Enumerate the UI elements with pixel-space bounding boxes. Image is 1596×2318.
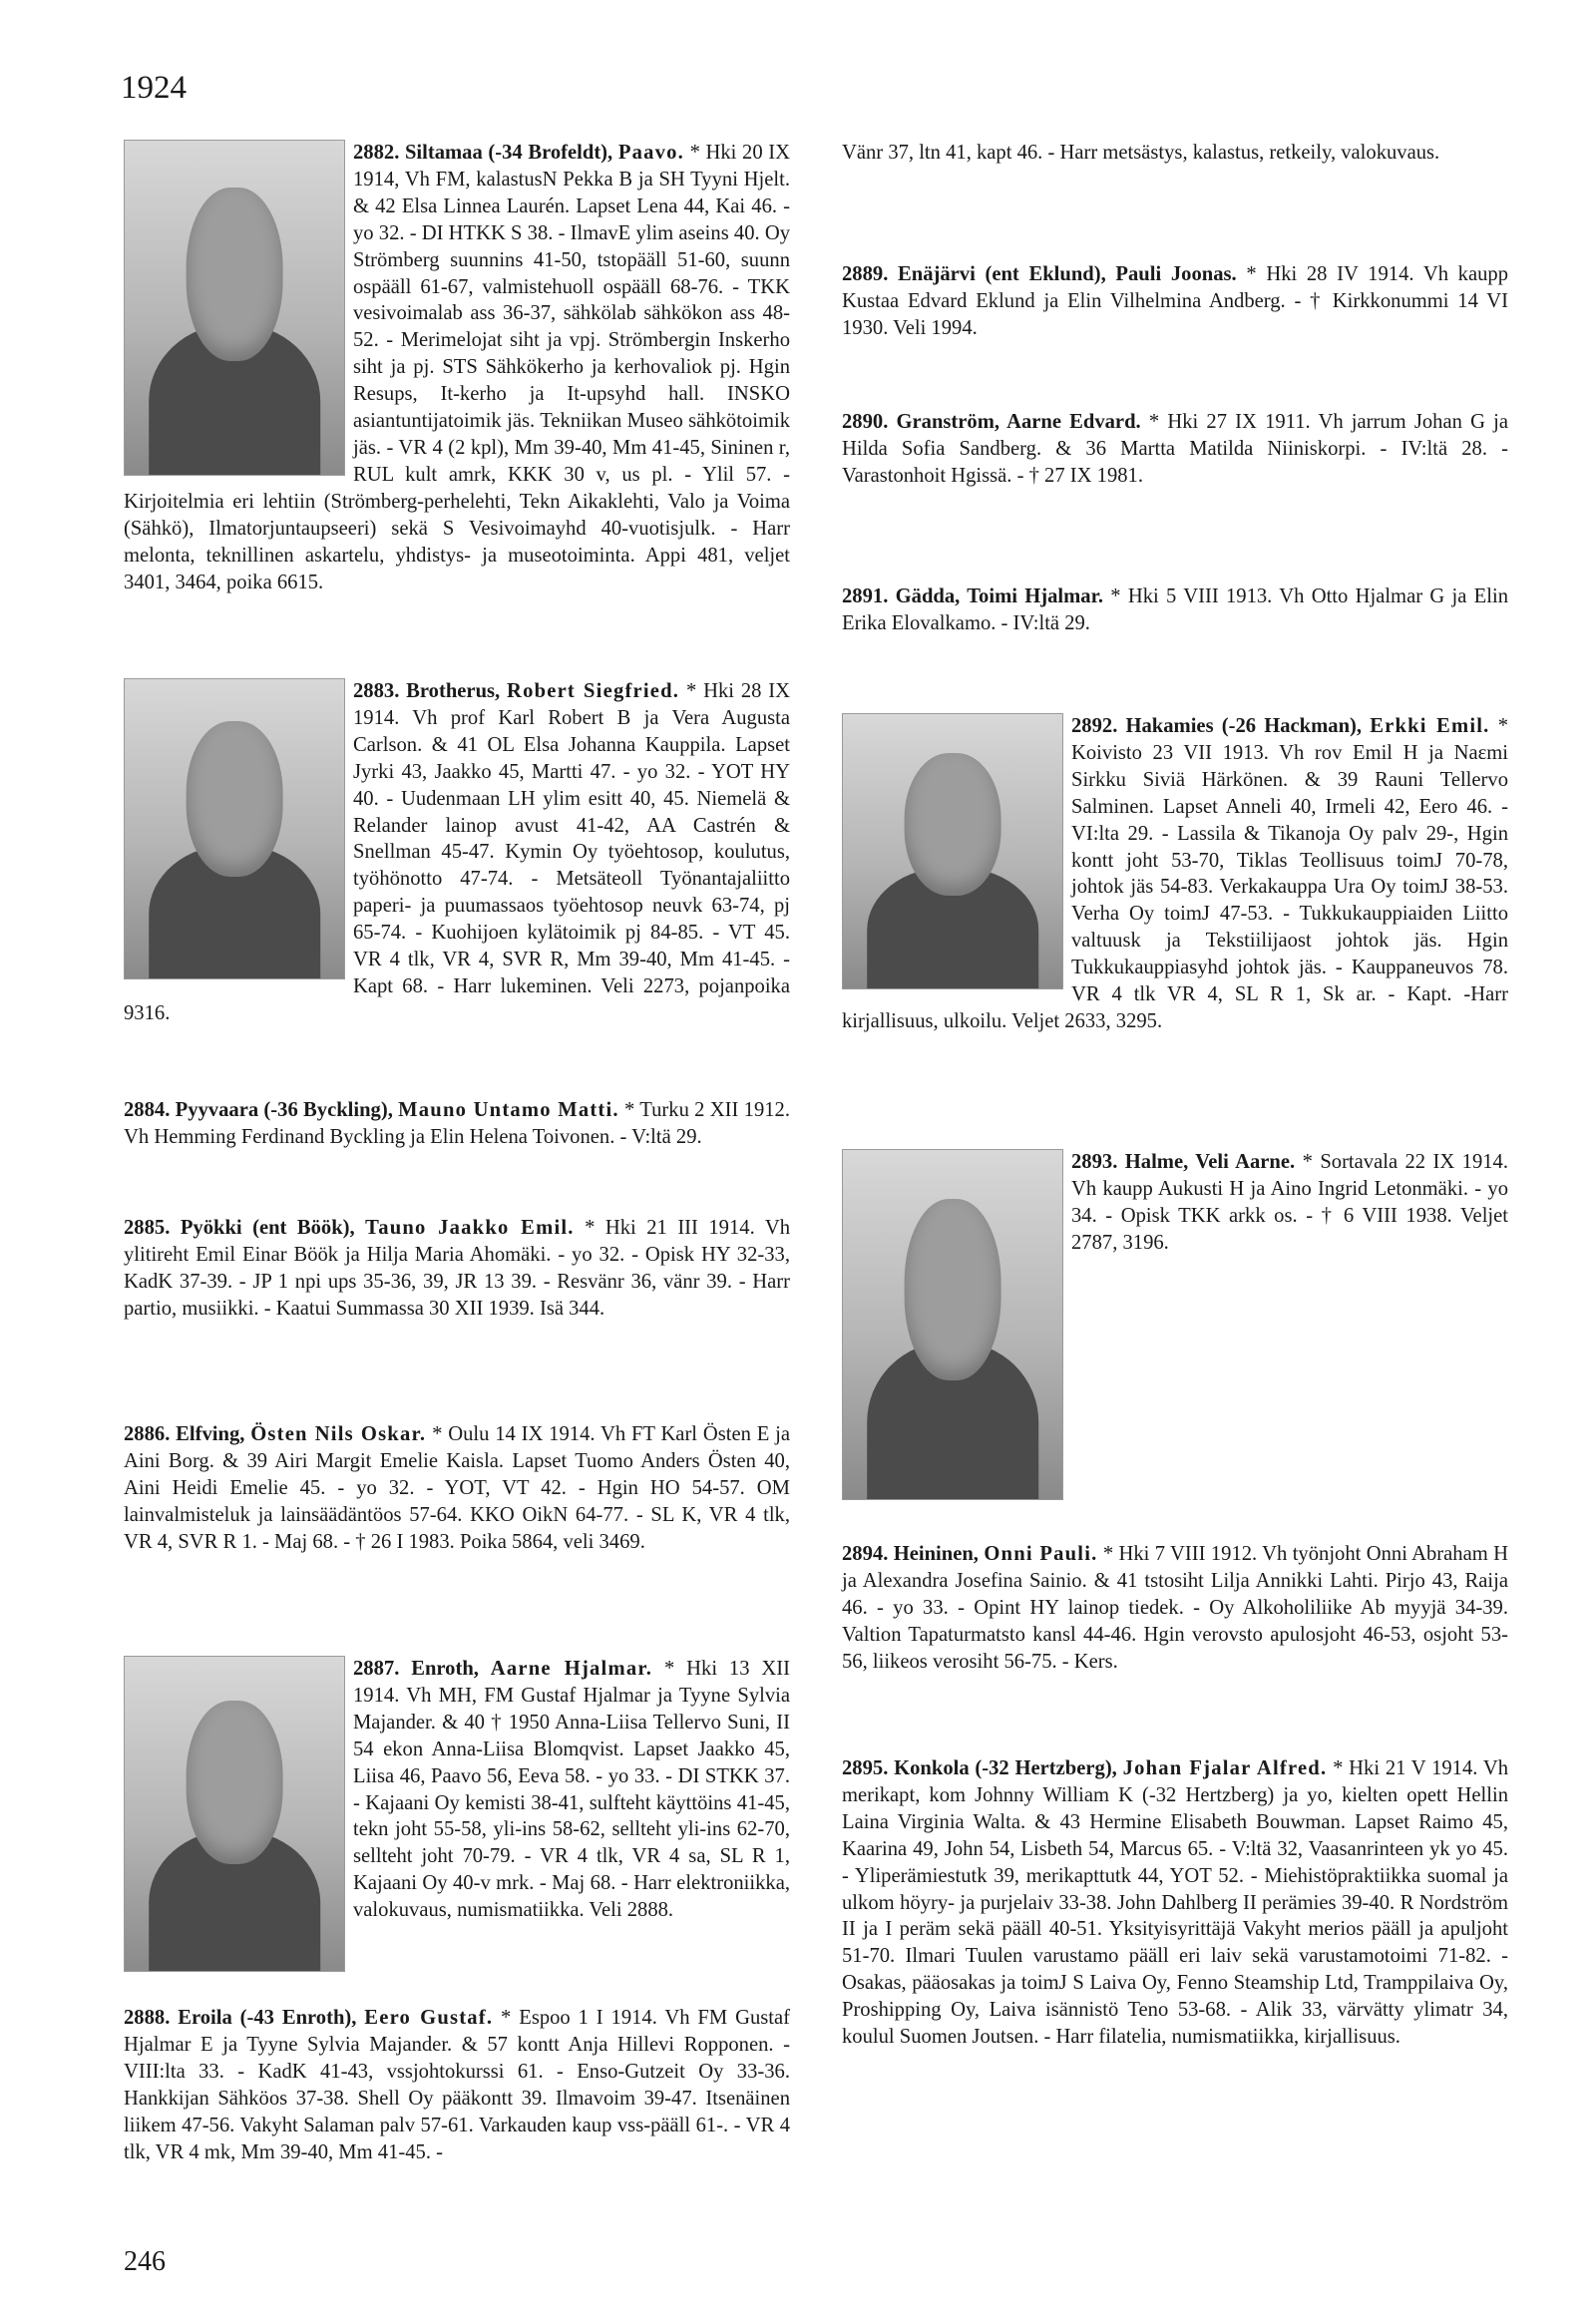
entry-2882	[124, 140, 790, 595]
entry-text: * Espoo 1 I 1914. Vh FM Gustaf Hjalmar E ja Tyyne Sylvia Majander. & 57 kontt Anja Hillevi Ropponen. - VIII:lta 33. - KadK 41-43, vssjohtokurssi 61. - Enso-Gutzeit Oy 33-36. Hankkijan Sähköos 37-38. Shell Oy pääkontt 39. Ilmavoim 39-47. Itsenäinen liikem 47-56. Vakyht Salaman palv 57-61. Varkauden kaup vss-pääll 61-. - VR 4 tlk, VR 4 mk, Mm 39-40, Mm 41-45. -	[124, 2007, 790, 2163]
entry-heading: 2893. Halme, Veli Aarne.	[1071, 1151, 1296, 1173]
entry-heading: 2891. Gädda, Toimi Hjalmar.	[842, 585, 1103, 607]
entry-2894	[842, 1541, 1508, 1676]
portrait-photo	[124, 140, 345, 476]
entry-first-names: Paavo.	[617, 142, 684, 164]
entry-first-names: Johan Fjalar Alfred.	[1122, 1757, 1328, 1779]
entry-first-names: Onni Pauli.	[984, 1543, 1098, 1565]
entry-text: * Oulu 14 IX 1914. Vh FT Karl Östen E ja Aini Borg. & 39 Airi Margit Emelie Kaisla. Lapset Tuomo Anders Östen 40, Aini Heidi Emelie 45. - yo 32. - YOT, VT 42. - Hgin HO 54-57. OM lainvalmisteluk ja lainsäädäntöos 57-64. KKO OikN 64-77. - SL K, VR 4 tlk, VR 4, SVR R 1. - Maj 68. - † 26 I 1983. Poika 5864, veli 3469.	[124, 1423, 790, 1553]
entry-text: * Hki 5 VIII 1913. Vh Otto Hjalmar G ja Elin Erika Elovalkamo. - IV:ltä 29.	[842, 585, 1508, 634]
page-number: 246	[124, 2246, 166, 2277]
entry-text: Vänr 37, ltn 41, kapt 46. - Harr metsästys, kalastus, retkeily, valokuvaus.	[842, 142, 1440, 164]
entry-first-names: Östen Nils Oskar.	[250, 1423, 427, 1445]
portrait-photo	[842, 1149, 1063, 1500]
entry-heading: 2889. Enäjärvi (ent Eklund), Pauli Joonas.	[842, 263, 1237, 285]
entry-2885	[124, 1215, 790, 1323]
entry-heading: 2882. Siltamaa (-34 Brofeldt),	[353, 142, 618, 164]
entry-text: * Hki 13 XII 1914. Vh MH, FM Gustaf Hjalmar ja Tyyne Sylvia Majander. & 40 † 1950 Anna-Liisa Tellervo Suni, II 54 ekon Anna-Liisa Blomqvist. Lapset Jaakko 45, Liisa 46, Paavo 56, Eeva 58. - yo 33. - DI STKK 37. - Kajaani Oy kemisti 38-41, sulfteht käyttöins 41-45, tekn joht 55-58, yli-ins 58-62, sellteht yli-ins 62-70, sellteht joht 70-79. - VR 4 tlk, VR 4 sa, SL R 1, Kajaani Oy 40-v mrk. - Maj 68. - Harr elektroniikka, valokuvaus, numismatiikka. Veli 2888.	[353, 1658, 790, 1922]
entry-text: * Turku 2 XII 1912. Vh Hemming Ferdinand Byckling ja Elin Helena Toivonen. - V:ltä 29.	[124, 1099, 790, 1148]
entry-2888-continued	[842, 140, 1508, 167]
entry-first-names: Tauno Jaakko Emil.	[365, 1217, 575, 1239]
entry-2883	[124, 678, 790, 1027]
entry-text: * Hki 21 III 1914. Vh ylitireht Emil Einar Böök ja Hilja Maria Ahomäki. - yo 32. - Opisk HY 32-33, KadK 37-39. - JP 1 npi ups 35-36, 39, JR 13 39. - Resvänr 36, vänr 39. - Harr partio, musiikki. - Kaatui Summassa 30 XII 1939. Isä 344.	[124, 1217, 790, 1320]
entry-2887	[124, 1656, 790, 1978]
entry-heading: 2888. Eroila (-43 Enroth),	[124, 2007, 365, 2029]
entry-first-names: Aarne Hjalmar.	[490, 1658, 653, 1680]
portrait-photo	[124, 678, 345, 979]
entry-text: * Hki 27 IX 1911. Vh jarrum Johan G ja Hilda Sofia Sandberg. & 36 Martta Matilda Niiniskorpi. - IV:ltä 28. - Varastonhoit Hgissä. - † 27 IX 1981.	[842, 411, 1508, 487]
entry-2884	[124, 1097, 790, 1151]
entry-text: * Hki 28 IV 1914. Vh kaupp Kustaa Edvard Eklund ja Elin Vilhelmina Andberg. - † Kirkkonummi 14 VI 1930. Veli 1994.	[842, 263, 1508, 339]
entry-text: * Hki 7 VIII 1912. Vh työnjoht Onni Abraham H ja Alexandra Josefina Sainio. & 41 tstosiht Lilja Annikki Lahti. Pirjo 43, Raija 46. - yo 33. - Opint HY lainop tiedek. - Oy Alkoholiliike Ab myyjä 34-39. Valtion Tapaturmatsto kansl 44-46. Hgin verovsto apulosjoht 46-53, osjoht 53-56, liikeos verosiht 56-75. - Kers.	[842, 1543, 1509, 1673]
entry-heading: 2894. Heininen,	[842, 1543, 985, 1565]
page-year: 1924	[121, 70, 187, 106]
entry-heading: 2887. Enroth,	[353, 1658, 491, 1680]
entry-heading: 2885. Pyökki (ent Böök),	[124, 1217, 366, 1239]
entry-heading: 2892. Hakamies (-26 Hackman),	[1071, 715, 1371, 737]
entry-2895	[842, 1755, 1508, 2051]
entry-2892	[842, 713, 1508, 1035]
entry-text: * Hki 20 IX 1914, Vh FM, kalastusN Pekka B ja SH Tyyni Hjelt. & 42 Elsa Linnea Laurén. Lapset Lena 44, Kai 46. - yo 32. - DI HTKK S 38. - IlmavE ylim aseins 40. Oy Strömberg suunnins 41-50, tstopääll 51-60, suunn ospääll 61-67, valmistehuoll ospääll 68-76. - TKK vesivoimalab ass 36-37, sähkölab sähkökon ass 48-52. - Merimelojat siht ja vpj. Strömbergin Inskerho siht ja pj. STS Sähkökerho ja kerhovaliok pj. Hgin Resups, It-kerho ja It-upsyhd hall. INSKO asiantuntijatoimik jäs. Tekniikan Museo sähkötoimik jäs. - VR 4 (2 kpl), Mm 39-40, Mm 41-45, Sininen r, RUL kult amrk, KKK 30 v, us pl. - Ylil 57. - Kirjoitelmia eri lehtiin (Strömberg-perhelehti, Tekn Aikaklehti, Valo ja Voima (Sähkö), Ilmatorjuntaupseeri) sekä S Vesivoimayhd 40-vuotisjulk. - Harr melonta, teknillinen askartelu, yhdistys- ja museotoiminta. Appi 481, veljet 3401, 3464, poika 6615.	[124, 142, 790, 593]
entry-first-names: Erkki Emil.	[1370, 715, 1490, 737]
entry-text: * Hki 28 IX 1914. Vh prof Karl Robert B ja Vera Augusta Carlson. & 41 OL Elsa Johanna Kauppila. Lapset Jyrki 43, Jaakko 45, Martti 47. - yo 32. - YOT HY 40. - Uudenmaan LH ylim esitt 40, 45. Niemelä & Relander lainop avust 41-42, AA Castrén & Snellman 45-47. Kymin Oy työehtosop, koulutus, työhönotto 47-74. - Metsäteoll Työnantajaliitto paperi- ja puumassaos työehtosop neuvk 63-74, pj 65-74. - Kuohijoen kylätoimik pj 84-85. - VT 45. VR 4 tlk, VR 4, SVR R, Mm 39-40, Mm 41-45. - Kapt 68. - Harr lukeminen. Veli 2273, pojanpoika 9316.	[124, 680, 790, 1024]
entry-text: * Hki 21 V 1914. Vh merikapt, kom Johnny William K (-32 Hertzberg) ja yo, kielten opett Hellin Laina Virginia Walta. & 43 Hermine Elisabeth Bouwman. Lapset Raimo 45, Kaarina 49, John 54, Lisbeth 54, Marcus 65. - V:ltä 32, Vaasanrinteen yk yo 45. - Yliperämiestutk 39, merikapttutk 44, YOT 52. - Miehistöpraktiikka suomal ja ulkom höyry- ja purjelaiv 33-38. John Dahlberg II perämies 39-40. R Nordström II ja I peräm sekä pääll 40-51. Yksityisyrittäjä Vakyht merios pääll ja apuljoht 51-70. Ilmari Tuulen varustamo pääll eri laiv sekä varustamotoimi 71-82. - Osakas, pääosakas ja toimJ S Laiva Oy, Fenno Steamship Ltd, Tramppilaiva Oy, Proshipping Oy, Laiva isännistö Teno 53-68. - Alik 33, värvätty ylimatr 34, koulul Suomen Joutsen. - Harr filatelia, numismatiikka, kirjallisuus.	[842, 1757, 1508, 2049]
entry-2888	[124, 2005, 790, 2165]
entry-first-names: Eero Gustaf.	[364, 2007, 494, 2029]
entry-text: * Sortavala 22 IX 1914. Vh kaupp Aukusti H ja Aino Ingrid Letonmäki. - yo 34. - Opisk TKK arkk os. - † 6 VIII 1938. Veljet 2787, 3196.	[1071, 1151, 1509, 1254]
portrait-photo	[842, 713, 1063, 989]
entry-2890	[842, 409, 1508, 490]
entry-heading: 2895. Konkola (-32 Hertzberg),	[842, 1757, 1123, 1779]
entry-heading: 2883. Brotherus,	[353, 680, 508, 702]
entry-heading: 2890. Granström, Aarne Edvard.	[842, 411, 1141, 433]
entry-text: * Koivisto 23 VII 1913. Vh rov Emil H ja Naɛmi Sirkku Siviä Härkönen. & 39 Rauni Tellervo Salminen. Lapset Anneli 40, Irmeli 42, Eero 46. - VI:lta 29. - Lassila & Tikanoja Oy palv 29-, Hgin kontt joht 53-70, Tiklas Teollisuus toimJ 70-78, johtok jäs 54-83. Verkakauppa Ura Oy toimJ 38-53. Verha Oy toimJ 47-53. - Tukkukauppiaiden Liitto valtuusk ja Tekstiilijaost johtok jäs. Hgin Tukkukauppiasyhd johtok jäs. - Kauppaneuvos 78. VR 4 tlk VR 4, SL R 1, Sk ar. - Kapt. -Harr kirjallisuus, ulkoilu. Veljet 2633, 3295.	[842, 715, 1508, 1032]
entry-2886	[124, 1421, 790, 1556]
entry-first-names: Robert Siegfried.	[507, 680, 680, 702]
entry-first-names: Mauno Untamo Matti.	[398, 1099, 619, 1121]
entry-2889	[842, 261, 1508, 342]
entry-2891	[842, 583, 1508, 637]
entry-2893	[842, 1149, 1508, 1506]
entry-heading: 2886. Elfving,	[124, 1423, 251, 1445]
entry-heading: 2884. Pyyvaara (-36 Byckling),	[124, 1099, 399, 1121]
portrait-photo	[124, 1656, 345, 1972]
